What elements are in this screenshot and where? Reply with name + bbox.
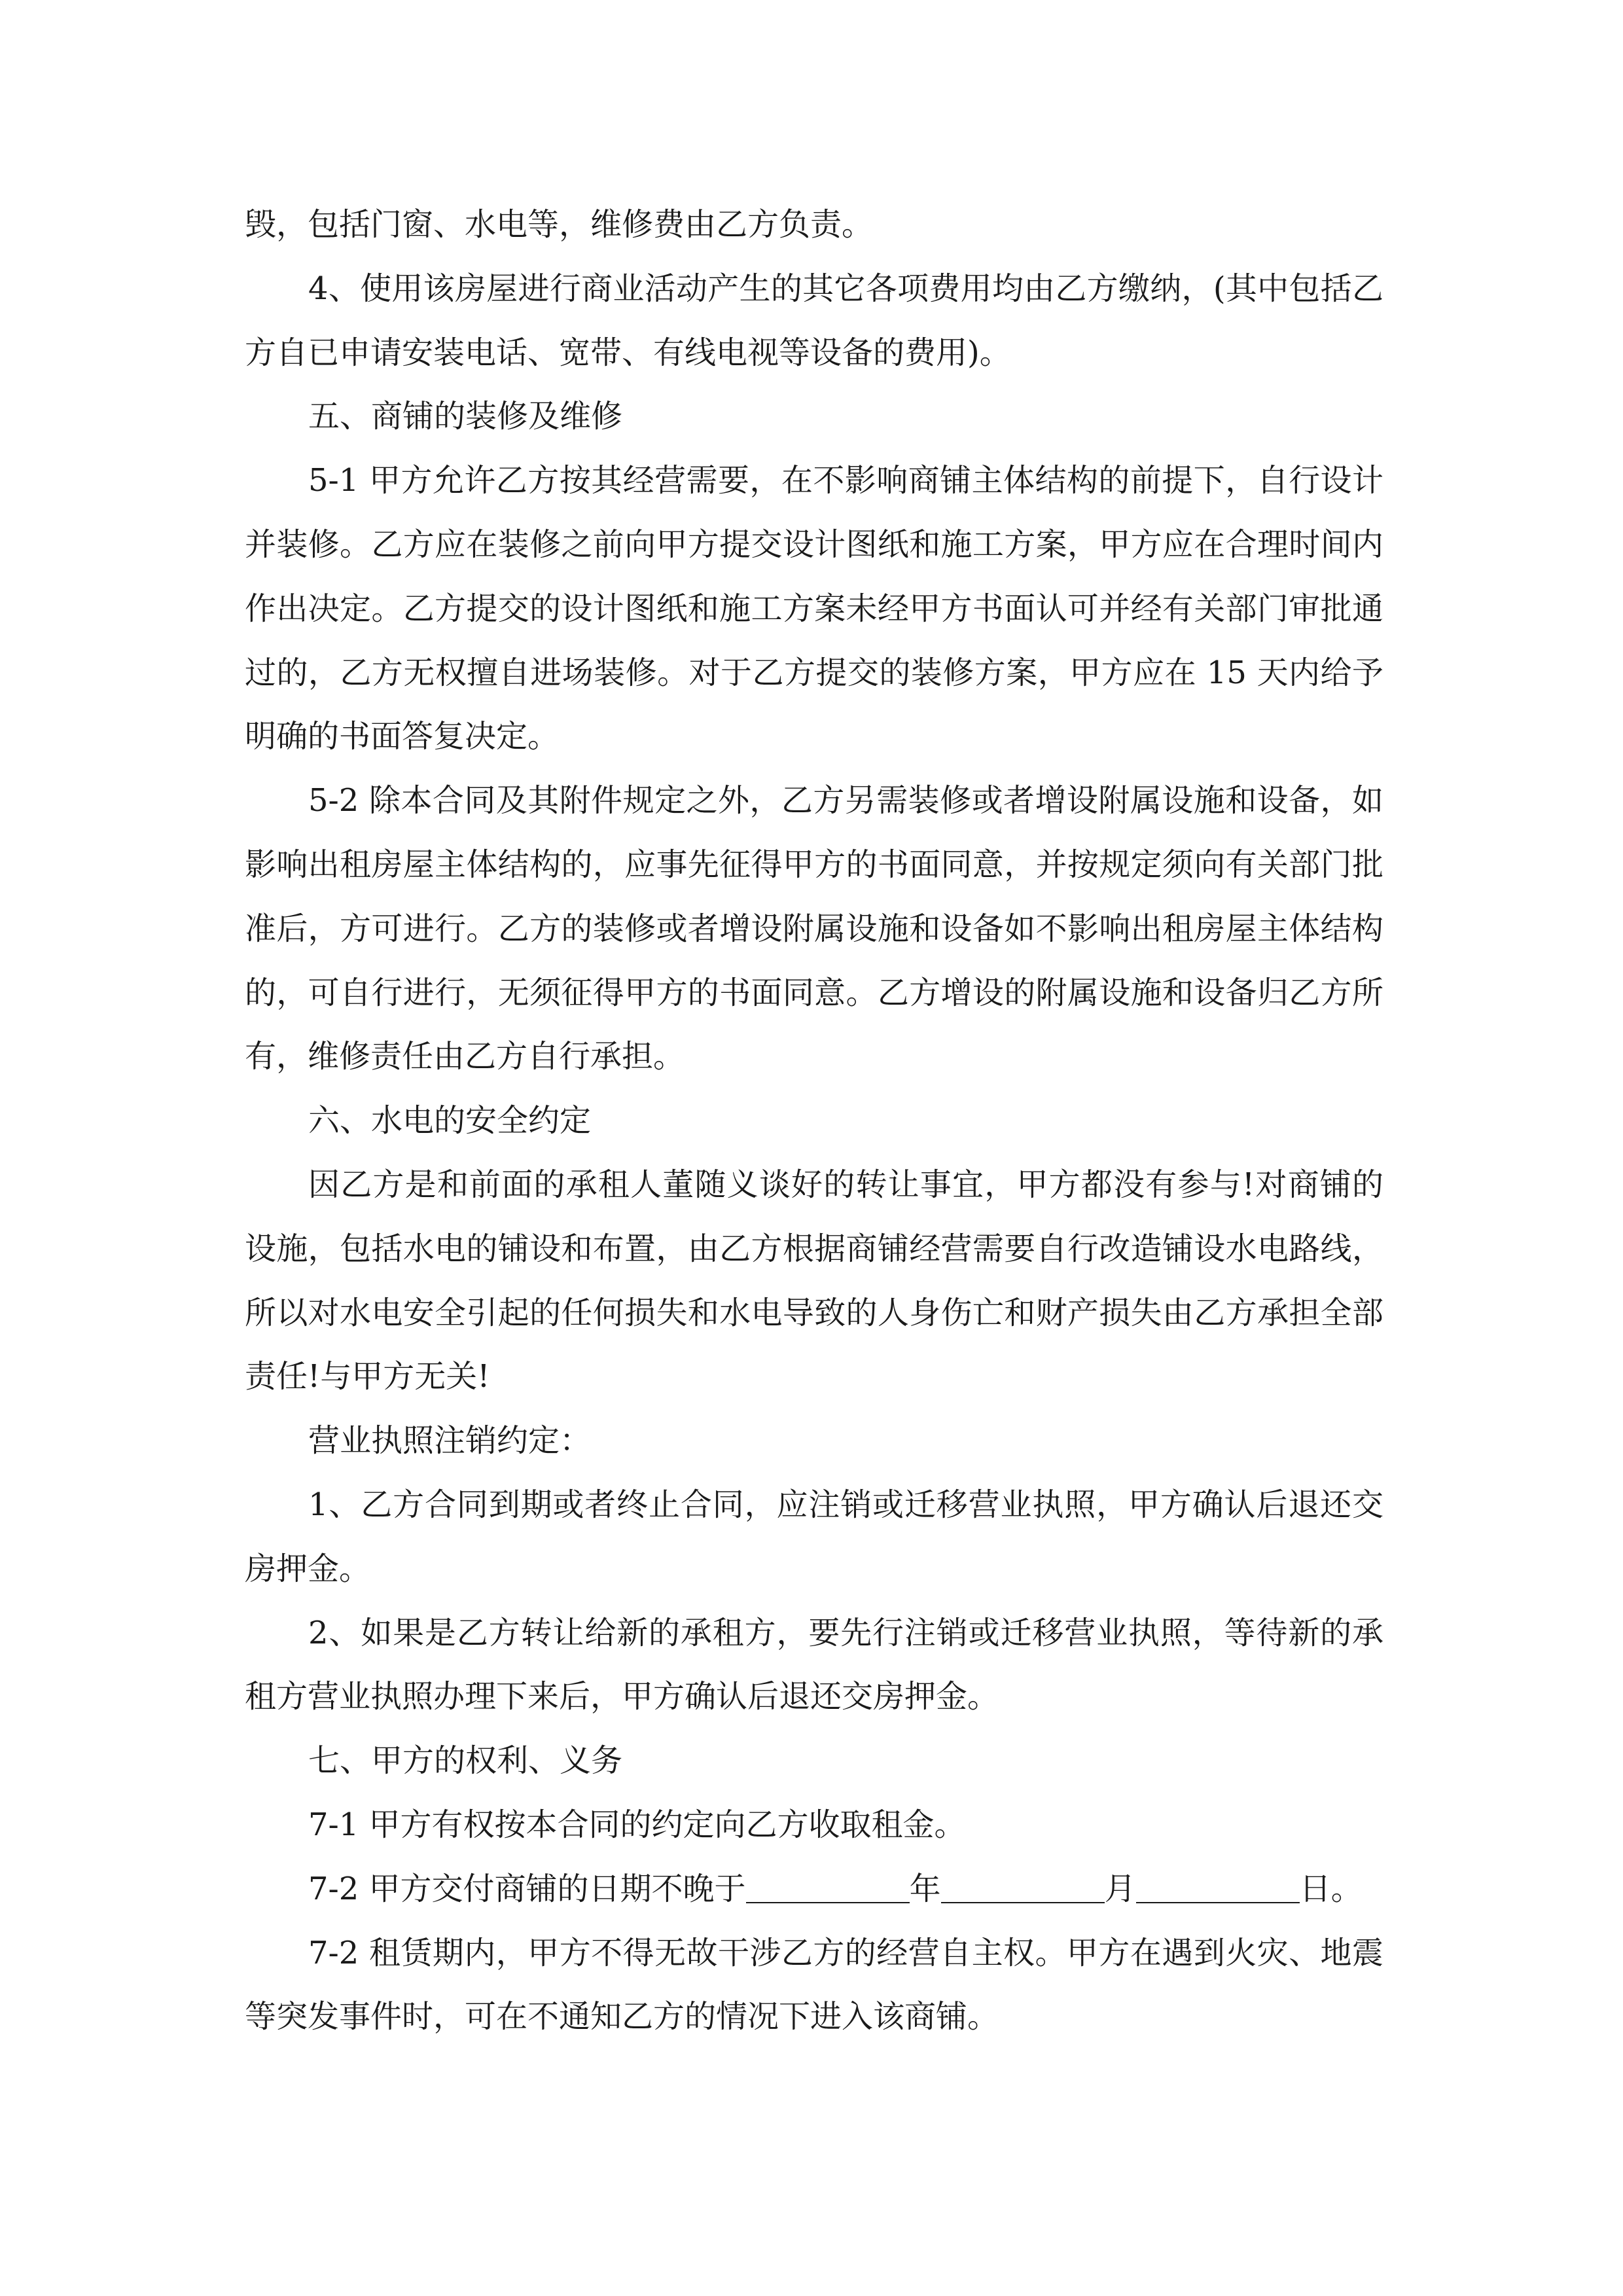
section-heading-party-a-rights: 七、甲方的权利、义务	[308, 1742, 623, 1780]
paragraph-license-2: 2、如果是乙方转让给新的承租方，要先行注销或迁移营业执照，等待新的承租方营业执照办理下来后，甲方确认后退还交房押金。	[245, 1614, 1383, 1715]
month-blank-line	[941, 1873, 1105, 1903]
date-clause-prefix: 7-2 甲方交付商铺的日期不晚于	[308, 1870, 746, 1907]
day-blank-line	[1136, 1873, 1300, 1903]
paragraph-continuation: 毁，包括门窗、水电等，维修费由乙方负责。	[245, 206, 874, 243]
paragraph-clause-5-1: 5-1 甲方允许乙方按其经营需要，在不影响商铺主体结构的前提下，自行设计并装修。乙方应在装修之前向甲方提交设计图纸和施工方案，甲方应在合理时间内作出决定。乙方提交的设计图纸和施工方案未经甲方书面认可并经有关部门审批通过的，乙方无权擅自进场装修。对于乙方提交的装修方案，甲方应在 15 天内给予明确的书面答复决定。	[245, 462, 1383, 755]
year-label: 年	[909, 1870, 941, 1907]
paragraph-clause-7-2-date	[245, 1857, 1383, 1922]
section-heading-renovation: 五、商铺的装修及维修	[308, 398, 623, 435]
paragraph-clause-5-2: 5-2 除本合同及其附件规定之外，乙方另需装修或者增设附属设施和设备，如影响出租房屋主体结构的，应事先征得甲方的书面同意，并按规定须向有关部门批准后，方可进行。乙方的装修或者增设附属设施和设备如不影响出租房屋主体结构的，可自行进行，无须征得甲方的书面同意。乙方增设的附属设施和设备归乙方所有，维修责任由乙方自行承担。	[245, 782, 1383, 1075]
month-label: 月	[1104, 1870, 1136, 1907]
section-heading-utilities-safety: 六、水电的安全约定	[308, 1102, 592, 1139]
paragraph-clause-4: 4、使用该房屋进行商业活动产生的其它各项费用均由乙方缴纳，(其中包括乙方自已申请安装电话、宽带、有线电视等设备的费用)。	[245, 270, 1383, 371]
paragraph-clause-7-1: 7-1 甲方有权按本合同的约定向乙方收取租金。	[308, 1806, 966, 1843]
section-heading-license-cancellation: 营业执照注销约定：	[308, 1422, 592, 1460]
document-body	[245, 193, 1383, 2049]
paragraph-license-1: 1、乙方合同到期或者终止合同，应注销或迁移营业执照，甲方确认后退还交房押金。	[245, 1486, 1383, 1587]
year-blank-line	[746, 1873, 910, 1903]
day-label: 日。	[1299, 1870, 1363, 1907]
paragraph-clause-7-2-tenancy: 7-2 租赁期内，甲方不得无故干涉乙方的经营自主权。甲方在遇到火灾、地震等突发事件时，可在不通知乙方的情况下进入该商铺。	[245, 1934, 1383, 2036]
paragraph-utilities-safety: 因乙方是和前面的承租人董随义谈好的转让事宜，甲方都没有参与!对商铺的设施，包括水电的铺设和布置，由乙方根据商铺经营需要自行改造铺设水电路线，所以对水电安全引起的任何损失和水电导致的人身伤亡和财产损失由乙方承担全部责任!与甲方无关!	[245, 1166, 1383, 1395]
